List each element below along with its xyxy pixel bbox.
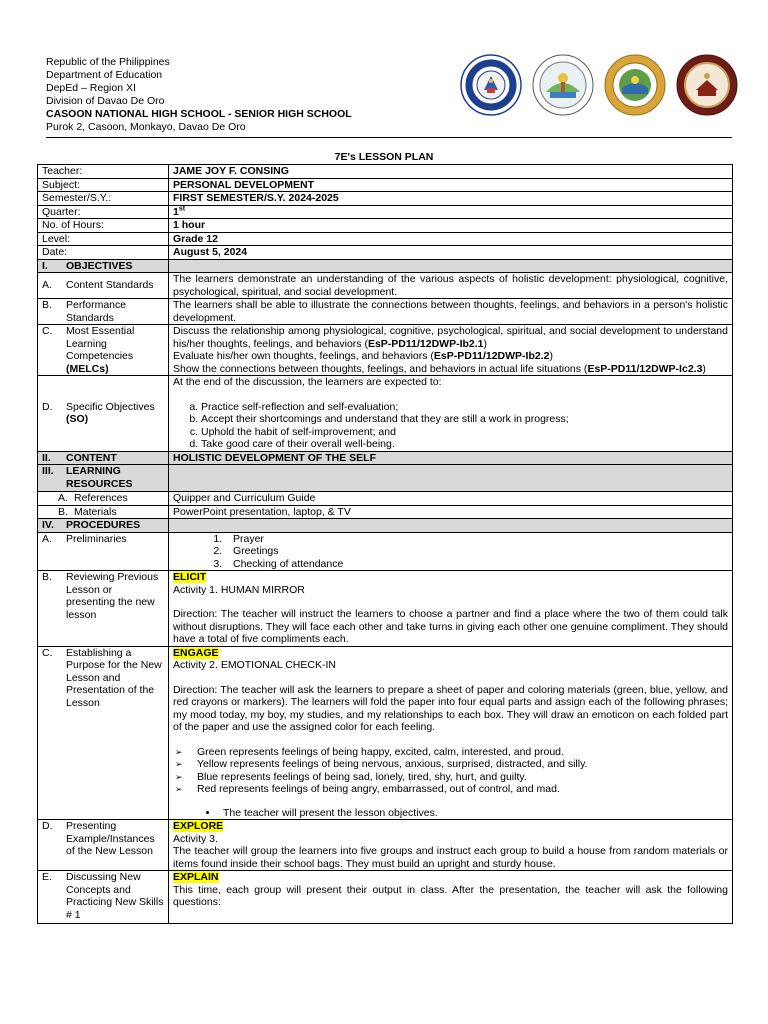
melc-item: Evaluate his/her own thoughts, feelings, and behaviors (EsP-PD11/12DWP-Ib2.2): [173, 350, 553, 362]
phase-label: ELICIT: [173, 571, 207, 583]
section-objectives: [38, 259, 733, 273]
row-label: Establishing a Purpose for the New Lesson and Presentation of the Lesson: [66, 646, 162, 709]
list-item: d. Take good care of their overall well-being.: [201, 438, 728, 451]
list-item: a. Practice self-reflection and self-evaluation;: [201, 401, 728, 414]
preliminaries-list: [173, 533, 728, 571]
info-label: Date:: [38, 246, 169, 260]
info-row: [38, 205, 733, 219]
row-label-bold: (MELCs): [66, 362, 109, 375]
activity-title: Activity 2. EMOTIONAL CHECK-IN: [173, 659, 336, 671]
row-label-bold: (SO): [66, 413, 89, 426]
row-label: Preliminaries: [66, 532, 127, 545]
item-letter: B.: [42, 299, 52, 311]
discussing-row: [38, 871, 733, 924]
row-label: Performance Standards: [66, 299, 127, 324]
letterhead-line: Republic of the Philippines: [46, 56, 170, 68]
page-title: 7E's LESSON PLAN: [334, 151, 434, 163]
info-row: [38, 232, 733, 246]
info-value: Grade 12: [169, 232, 733, 246]
performance-standards-row: [38, 299, 733, 325]
list-item: ➢ Green represents feelings of being happy, excited, calm, interested, and proud.: [197, 746, 728, 759]
section-heading: PROCEDURES: [66, 519, 141, 531]
info-row: [38, 219, 733, 233]
info-label: Subject:: [38, 178, 169, 192]
references-row: [38, 492, 733, 506]
letterhead-text: [46, 56, 352, 134]
materials-value: PowerPoint presentation, laptop, & TV: [169, 505, 733, 519]
item-letter: A.: [42, 532, 52, 545]
list-item: • The teacher will present the lesson objectives.: [219, 807, 728, 820]
melc-item: Show the connections between thoughts, feelings, and behaviors in actual life situations (EsP-PD11/12DWP-Ic2.3): [173, 362, 706, 375]
list-item: ➢ Blue represents feelings of being sad, lonely, tired, shy, hurt, and guilty.: [197, 771, 728, 784]
info-row: [38, 178, 733, 192]
item-letter: A.: [42, 279, 52, 292]
specific-objectives-row: [38, 376, 733, 452]
item-letter: D.: [42, 400, 53, 413]
references-value: Quipper and Curriculum Guide: [169, 492, 733, 506]
phase-label: EXPLORE: [173, 820, 224, 832]
content-standards-row: [38, 273, 733, 299]
phase-label: EXPLAIN: [173, 871, 219, 883]
section-number: II.: [42, 451, 51, 464]
list-item: ➢ Yellow represents feelings of being nervous, anxious, surprised, distracted, and silly.: [197, 758, 728, 771]
letterhead-line: Division of Davao De Oro: [46, 95, 165, 107]
item-letter: E.: [42, 871, 52, 883]
info-value: August 5, 2024: [169, 246, 733, 260]
row-label: Most Essential Learning Competencies: [66, 325, 135, 362]
item-letter: B.: [58, 505, 68, 518]
melc-code: EsP-PD11/12DWP-Ib2.1: [367, 337, 484, 350]
letterhead: [46, 56, 732, 136]
casoon-national-high-school-seal-icon: [676, 54, 738, 116]
presenting-row: [38, 820, 733, 871]
info-row: [38, 246, 733, 260]
info-label: Quarter:: [38, 205, 169, 219]
section-heading: LEARNING RESOURCES: [66, 465, 133, 490]
performance-standards-text: The learners shall be able to illustrate the connections between thoughts, feelings, and behaviors in a person's holistic development.: [169, 299, 733, 325]
item-letter: C.: [42, 325, 53, 337]
quarter-number: 1: [173, 205, 179, 218]
letterhead-line: DepEd – Region XI: [46, 82, 136, 94]
info-value: FIRST SEMESTER/S.Y. 2024-2025: [169, 192, 733, 206]
specific-objectives-intro: At the end of the discussion, the learners are expected to:: [173, 376, 442, 388]
row-label: Content Standards: [66, 279, 154, 292]
activity-direction: Direction: The teacher will ask the learners to prepare a sheet of paper and coloring materials (green, blue, yellow, and red crayons or markers). The learners will fold the paper into four equal parts and assign each of the following phrases; my mood today, my boy, my studies, and my relationships to each box. They will draw an emoticon on each folded part of the paper and use the assigned color for each feeling.: [173, 683, 728, 733]
reviewing-row: [38, 571, 733, 647]
row-label: References: [74, 492, 128, 504]
item-letter: A.: [58, 492, 68, 504]
school-address: Purok 2, Casoon, Monkayo, Davao De Oro: [46, 121, 246, 133]
info-label: Semester/S.Y.:: [38, 192, 169, 206]
item-letter: C.: [42, 646, 53, 659]
color-legend-list: [173, 746, 728, 796]
list-item: ➢ Red represents feelings of being angry, embarrassed, out of control, and mad.: [197, 783, 728, 796]
list-item: c. Uphold the habit of self-improvement; and: [201, 426, 728, 439]
school-name: CASOON NATIONAL HIGH SCHOOL - SENIOR HIGH SCHOOL: [46, 108, 352, 120]
logo-row: [460, 54, 738, 116]
materials-row: [38, 505, 733, 519]
header-divider: [46, 137, 732, 138]
row-label: Materials: [74, 505, 117, 518]
row-label: Specific Objectives: [66, 400, 155, 413]
info-value: 1 hour: [169, 219, 733, 233]
activity-text: This time, each group will present their output in class. After the presentation, the teacher will ask the following questions:: [173, 883, 728, 908]
info-value: PERSONAL DEVELOPMENT: [169, 178, 733, 192]
department-of-education-region-xi-seal-icon: [532, 54, 594, 116]
melc-code: EsP-PD11/12DWP-Ib2.2: [433, 350, 550, 362]
list-item: 3. Checking of attendance: [225, 558, 728, 571]
info-row: [38, 165, 733, 179]
info-value: [169, 205, 733, 219]
activity-text: The teacher will group the learners into five groups and instruct each group to build a house from random materials or items found inside their school bags. They must build an upright and sturdy house.: [173, 845, 728, 870]
item-letter: D.: [42, 820, 53, 832]
item-letter: B.: [42, 571, 52, 583]
content-topic: HOLISTIC DEVELOPMENT OF THE SELF: [169, 451, 733, 465]
section-learning-resources: [38, 465, 733, 492]
section-procedures: [38, 519, 733, 533]
section-number: I.: [42, 259, 48, 272]
note-list: [173, 807, 728, 820]
list-item: 2. Greetings: [225, 545, 728, 558]
info-label: No. of Hours:: [38, 219, 169, 233]
row-label: Discussing New Concepts and Practicing New Skills # 1: [66, 871, 164, 921]
deped-seal-icon: [460, 54, 522, 116]
info-row: [38, 192, 733, 206]
section-number: III.: [42, 465, 54, 477]
division-of-davao-de-oro-seal-icon: [604, 54, 666, 116]
lesson-plan-table: [37, 164, 733, 924]
activity-direction: Direction: The teacher will instruct the learners to choose a partner and find a place where the two of them could talk without disruptions. They will face each other and take turns in giving each other one genuine compliment. They should have a total of five compliments each.: [173, 608, 728, 645]
letterhead-line: Department of Education: [46, 69, 163, 81]
specific-objectives-list: [173, 401, 728, 451]
info-label: Level:: [38, 232, 169, 246]
section-content: [38, 451, 733, 465]
row-label: Presenting Example/Instances of the New Lesson: [66, 820, 155, 857]
quarter-ordinal: st: [178, 205, 186, 212]
establishing-row: [38, 646, 733, 820]
activity-title: Activity 1. HUMAN MIRROR: [173, 583, 305, 596]
section-number: IV.: [42, 519, 54, 531]
info-label: Teacher:: [38, 165, 169, 179]
melc-code: EsP-PD11/12DWP-Ic2.3: [587, 362, 703, 375]
melcs-row: [38, 325, 733, 376]
melc-item: Discuss the relationship among physiological, cognitive, psychological, spiritual, and social development to understand his/her thoughts, feelings, and behaviors (EsP-PD11/12DWP-Ib2.1): [173, 325, 728, 350]
list-item: b. Accept their shortcomings and understand that they are still a work in progress;: [201, 413, 728, 426]
phase-label: ENGAGE: [173, 646, 219, 659]
section-heading: CONTENT: [66, 451, 117, 464]
list-item: 1. Prayer: [225, 533, 728, 546]
row-label: Reviewing Previous Lesson or presenting the new lesson: [66, 571, 159, 621]
activity-title: Activity 3.: [173, 832, 218, 845]
section-heading: OBJECTIVES: [66, 259, 133, 272]
info-value: JAME JOY F. CONSING: [169, 165, 733, 179]
preliminaries-row: [38, 532, 733, 571]
content-standards-text: The learners demonstrate an understanding of the various aspects of holistic development: physiological, cognitive, psychological, spiritual, and social development.: [169, 273, 733, 299]
